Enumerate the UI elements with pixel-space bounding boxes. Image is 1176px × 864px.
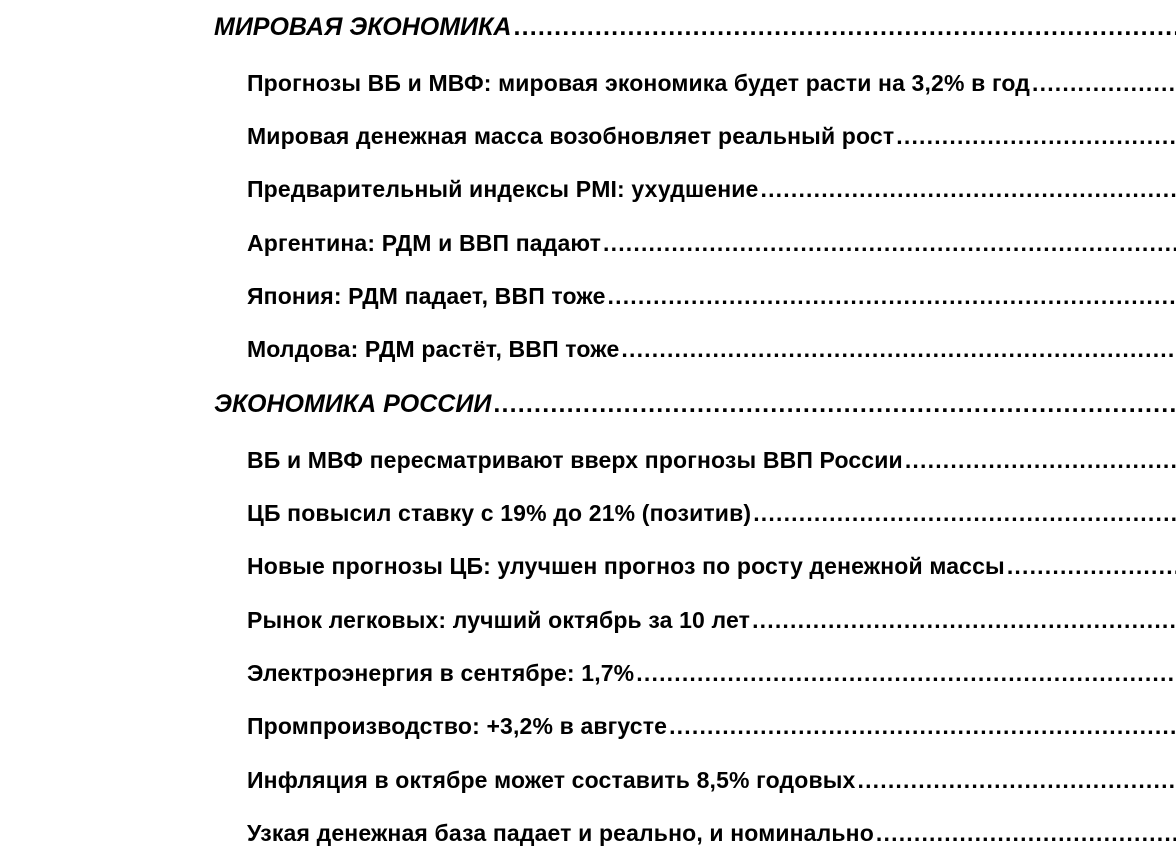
toc-item-title: Мировая денежная масса возобновляет реальный рост	[247, 123, 895, 149]
toc-dot-leader	[751, 496, 1176, 530]
toc-item-title: Аргентина: РДМ и ВВП падают	[247, 230, 602, 256]
toc-dot-leader	[1030, 66, 1176, 100]
toc-dot-leader	[606, 279, 1176, 313]
toc-section-title: ЭКОНОМИКА РОССИИ	[214, 390, 492, 418]
toc-item-pmi[interactable]	[247, 172, 1176, 206]
toc-item-inflation[interactable]	[247, 763, 1176, 797]
toc-dot-leader	[601, 226, 1176, 260]
toc-item-title: Молдова: РДМ растёт, ВВП тоже	[247, 336, 620, 362]
toc-dot-leader	[619, 332, 1176, 366]
toc-item-title: Прогнозы ВБ и МВФ: мировая экономика будет расти на 3,2% в год	[247, 70, 1031, 96]
toc-dot-leader	[759, 172, 1176, 206]
toc-dot-leader	[511, 10, 1176, 44]
toc-dot-leader	[894, 119, 1176, 153]
toc-item-title: Рынок легковых: лучший октябрь за 10 лет	[247, 607, 751, 633]
toc-item-title: Узкая денежная база падает и реально, и номинально	[247, 820, 874, 846]
toc-item-title: ЦБ повысил ставку с 19% до 21% (позитив)	[247, 500, 752, 526]
toc-item-title: Инфляция в октябре может составить 8,5% годовых	[247, 767, 856, 793]
toc-dot-leader	[491, 387, 1176, 421]
toc-item-monetary-base[interactable]	[247, 816, 1176, 850]
toc-dot-leader	[667, 709, 1176, 743]
toc-item-title: Новые прогнозы ЦБ: улучшен прогноз по росту денежной массы	[247, 553, 1005, 579]
toc-item-title: ВБ и МВФ пересматривают вверх прогнозы ВВП России	[247, 447, 903, 473]
toc-dot-leader	[634, 656, 1176, 690]
toc-dot-leader	[855, 763, 1176, 797]
toc-item-car-market[interactable]	[247, 603, 1176, 637]
toc-dot-leader	[874, 816, 1176, 850]
toc-dot-leader	[1005, 549, 1176, 583]
toc-item-japan[interactable]	[247, 279, 1176, 313]
toc-item-wb-imf-forecasts[interactable]	[247, 66, 1176, 100]
toc-item-moldova[interactable]	[247, 332, 1176, 366]
toc-item-electricity[interactable]	[247, 656, 1176, 690]
toc-item-title: Электроэнергия в сентябре: 1,7%	[247, 660, 635, 686]
toc-item-industrial-production[interactable]	[247, 709, 1176, 743]
toc-item-cb-new-forecasts[interactable]	[247, 549, 1176, 583]
toc-item-world-money-supply[interactable]	[247, 119, 1176, 153]
toc-section-title: МИРОВАЯ ЭКОНОМИКА	[214, 13, 512, 41]
toc-section-russia-economy[interactable]	[214, 387, 1176, 421]
toc-item-cb-rate[interactable]	[247, 496, 1176, 530]
toc-item-argentina[interactable]	[247, 226, 1176, 260]
toc-item-title: Предварительный индексы PMI: ухудшение	[247, 176, 759, 202]
toc-item-russia-gdp-forecasts[interactable]	[247, 443, 1176, 477]
toc-item-title: Промпроизводство: +3,2% в августе	[247, 713, 668, 739]
toc-dot-leader	[750, 603, 1176, 637]
toc-section-world-economy[interactable]	[214, 10, 1176, 44]
toc-dot-leader	[903, 443, 1176, 477]
toc-item-title: Япония: РДМ падает, ВВП тоже	[247, 283, 606, 309]
